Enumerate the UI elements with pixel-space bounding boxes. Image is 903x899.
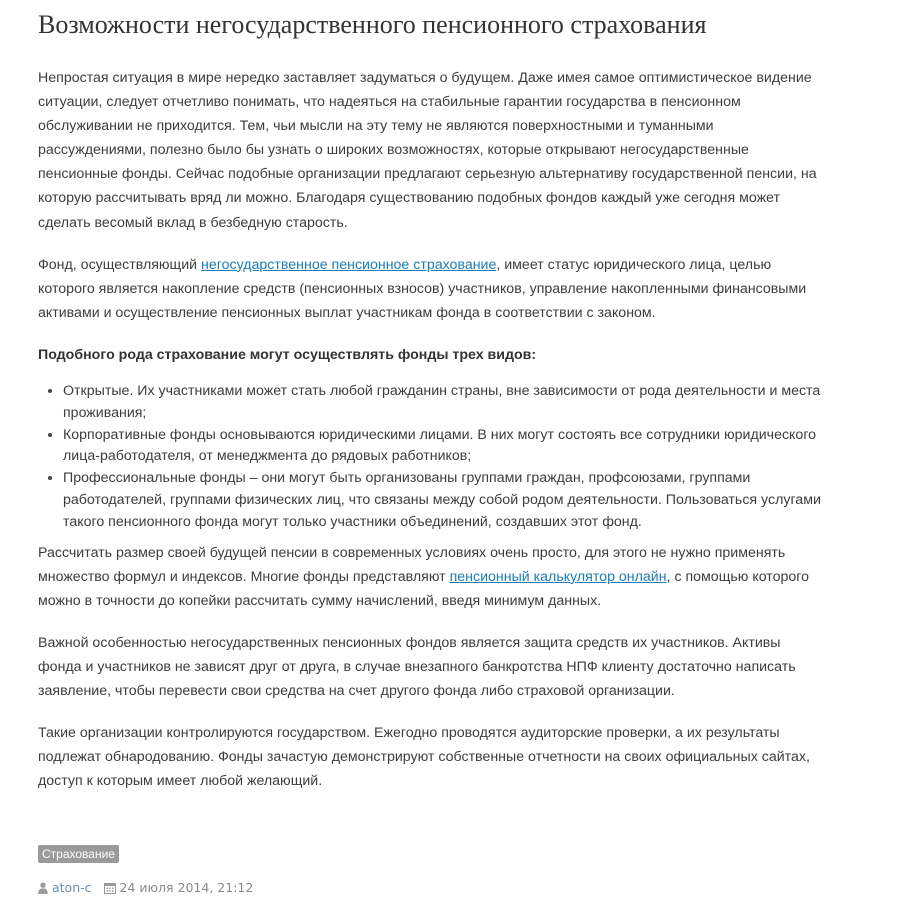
paragraph-fund-status <box>38 253 823 325</box>
paragraph-calculator <box>38 541 823 613</box>
link-npf-insurance[interactable]: негосударственное пенсионное страхование <box>201 256 497 273</box>
post-meta <box>38 879 253 899</box>
post-date: 24 июля 2014, 21:12 <box>119 880 254 895</box>
article-body <box>38 66 823 811</box>
paragraph-control: Такие организации контролируются государством. Ежегодно проводятся аудиторские проверки, а их результаты подлежат обнародованию. Фонды зачастую демонстрируют собственные отчетности на своих официальных сайтах, доступ к которым имеет любой желающий. <box>38 725 810 790</box>
tag-insurance[interactable]: Страхование <box>38 845 119 863</box>
list-item: • Корпоративные фонды основываются юридическими лицами. В них могут состоять все сотрудники юридического лица-работодателя, от менеджмента до рядовых работников; <box>63 425 823 469</box>
paragraph-text: Рассчитать размер своей будущей пенсии в современных условиях очень просто, для этого не нужно применять множество формул и индексов. Многие фонды представляют <box>38 544 786 585</box>
user-icon <box>38 881 48 899</box>
list-item: • Профессиональные фонды – они могут быть организованы группами граждан, профсоюзами, группами работодателей, группами физических лиц, что связаны между собой родом деятельности. Пользоваться услугами такого пенсионного фонда могут только участники объединений, создавших этот фонд. <box>63 468 823 533</box>
paragraph-intro: Непростая ситуация в мире нередко заставляет задуматься о будущем. Даже имея самое оптимистическое видение ситуации, следует отчетливо понимать, что надеяться на стабильные гарантии государства в пенсионном обслуживании не приходится. Тем, чьи мысли на эту тему не являются поверхностными и туманными рассуждениями, полезно было бы узнать о широких возможностях, которые открывают негосударственные пенсионные фонды. Сейчас подобные организации предлагают серьезную альтернативу государственной пенсии, на которую рассчитывать вряд ли можно. Благодаря существованию подобных фондов каждый уже сегодня может сделать весомый вклад в безбедную старость. <box>38 70 817 231</box>
paragraph-text: , имеет статус юридического лица, целью которого является накопление средств (пенсионных взносов) участников, управление накопленными финансовыми активами и осуществление пенсионных выплат участникам фонда в соответствии с законом. <box>38 256 807 321</box>
author-link[interactable]: aton-c <box>52 880 92 895</box>
calendar-icon <box>104 881 116 899</box>
paragraph-protection: Важной особенностью негосударственных пенсионных фондов является защита средств их участников. Активы фонда и участников не зависят друг от друга, в случае внезапного банкротства НПФ клиенту достаточно написать заявление, чтобы перевести свои средства на счет другого фонда либо страховой организации. <box>38 634 796 700</box>
article-title: Возможности негосударственного пенсионного страхования <box>38 10 707 39</box>
paragraph-text: , с помощью которого можно в точности до копейки рассчитать сумму начислений, введя минимум данных. <box>38 568 810 609</box>
fund-types-list <box>38 381 823 534</box>
paragraph-text: Фонд, осуществляющий <box>38 256 202 273</box>
list-item: • Открытые. Их участниками может стать любой гражданин страны, вне зависимости от рода деятельности и места проживания; <box>63 381 823 425</box>
tags <box>38 845 119 863</box>
list-heading: Подобного рода страхование могут осуществлять фонды трех видов: <box>38 346 537 363</box>
link-pension-calculator[interactable]: пенсионный калькулятор онлайн <box>449 568 667 585</box>
